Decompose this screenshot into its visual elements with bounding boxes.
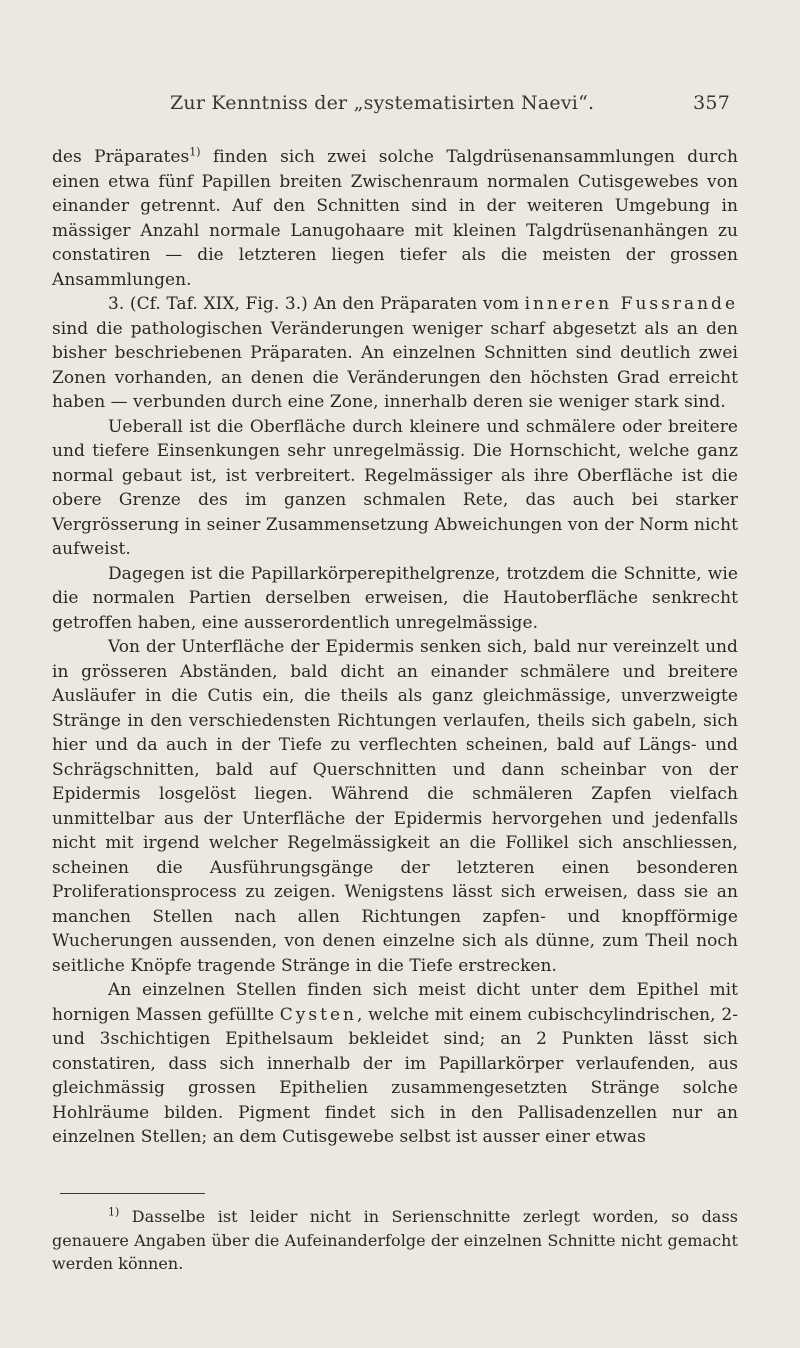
paragraph-6 [52, 978, 738, 1150]
footnote-divider [60, 1193, 205, 1194]
spaced-emphasis-cysten: Cysten [279, 1004, 357, 1025]
running-header [170, 92, 730, 114]
page-number: 357 [693, 92, 730, 114]
paragraph-2 [52, 292, 738, 415]
footnote [52, 1205, 738, 1276]
footnote-reference: 1) [189, 145, 201, 159]
spaced-emphasis-fussrande: inneren Fussrande [524, 294, 739, 314]
paragraph-6-a: An einzelnen Stellen finden sich meist dicht unter dem Epithel mit hornigen Massen gefüllte [52, 980, 738, 1025]
paragraph-1-start: des Präparates [52, 147, 190, 167]
footnote-marker: 1) [108, 1205, 120, 1219]
footnote-body: Dasselbe ist leider nicht in Serienschnitte zerlegt worden, so dass genauere Angaben über die Aufeinanderfolge der einzelnen Schnitte nicht gemacht werden können. [52, 1207, 738, 1273]
paragraph-2-a: 3. (Cf. Taf. XIX, Fig. 3.) An den Präparaten vom [108, 294, 525, 314]
running-title: Zur Kenntniss der „systematisirten Naevi“. [170, 92, 595, 114]
paragraph-2-b: sind die pathologischen Veränderungen weniger scharf abgesetzt als an den bisher beschriebenen Präparaten. An einzelnen Schnitten sind deutlich zwei Zonen vorhanden, an denen die Veränderungen den höchsten Grad erreicht haben — verbunden durch eine Zone, innerhalb deren sie weniger stark sind. [52, 318, 738, 412]
paragraph-1 [52, 145, 738, 292]
paragraph-5: Von der Unterfläche der Epidermis senken sich, bald nur vereinzelt und in grösseren Abständen, bald dicht an einander schmälere und breitere Ausläufer in die Cutis ein, die theils als ganz gleichmässige, unverzweigte Stränge in den verschiedensten Richtungen verlaufen, theils sich gabeln, sich hier und da auch in der Tiefe zu verflechten scheinen, bald auf Längs- und Schrägschnitten, bald auf Querschnitten und dann scheinbar von der Epidermis losgelöst liegen. Während die schmäleren Zapfen vielfach unmittelbar aus der Unterfläche der Epidermis hervorgehen und jedenfalls nicht mit irgend welcher Regelmässigkeit an die Follikel sich anschliessen, scheinen die Ausführungsgänge der letzteren einen besonderen Proliferationsprocess zu zeigen. Wenigstens lässt sich erweisen, dass sie an manchen Stellen nach allen Richtungen zapfen- und knopfförmige Wucherungen aussenden, von denen einzelne sich als dünne, zum Theil noch seitliche Knöpfe tragende Stränge in die Tiefe erstrecken. [52, 637, 738, 976]
paragraph-6-b: , welche mit einem cubischcylindrischen, 2- und 3schichtigen Epithelsaum bekleidet sind; an 2 Punkten lässt sich constatiren, dass sich innerhalb der im Papillarkörper verlaufenden, aus gleichmässig grossen Epithelien zusammengesetzten Stränge solche Hohlräume bilden. Pigment findet sich in den Pallisadenzellen nur an einzelnen Stellen; an dem Cutisgewebe selbst ist ausser einer etwas [52, 1004, 739, 1147]
paragraph-3: Ueberall ist die Oberfläche durch kleinere und schmälere oder breitere und tiefere Einsenkungen sehr unregelmässig. Die Hornschicht, welche ganz normal gebaut ist, ist verbreitert. Regelmässiger als ihre Oberfläche ist die obere Grenze des im ganzen schmalen Rete, das auch bei starker Vergrösserung in seiner Zusammensetzung Abweichungen von der Norm nicht aufweist. [52, 416, 738, 559]
paragraph-4: Dagegen ist die Papillarkörperepithelgrenze, trotzdem die Schnitte, wie die normalen Partien derselben erweisen, die Hautoberfläche senkrecht getroffen haben, eine ausserordentlich unregelmässige. [52, 563, 738, 633]
paragraph-1-rest: finden sich zwei solche Talgdrüsenansammlungen durch einen etwa fünf Papillen breiten Zwischenraum normalen Cutisgewebes von einander getrennt. Auf den Schnitten sind in der weiteren Umgebung in mässiger Anzahl normale Lanugohaare mit kleinen Talgdrüsenanhängen zu constatiren — die letzteren liegen tiefer als die meisten der grossen Ansammlungen. [52, 147, 738, 290]
footnote-text [52, 1205, 738, 1276]
body-text [52, 145, 738, 1150]
